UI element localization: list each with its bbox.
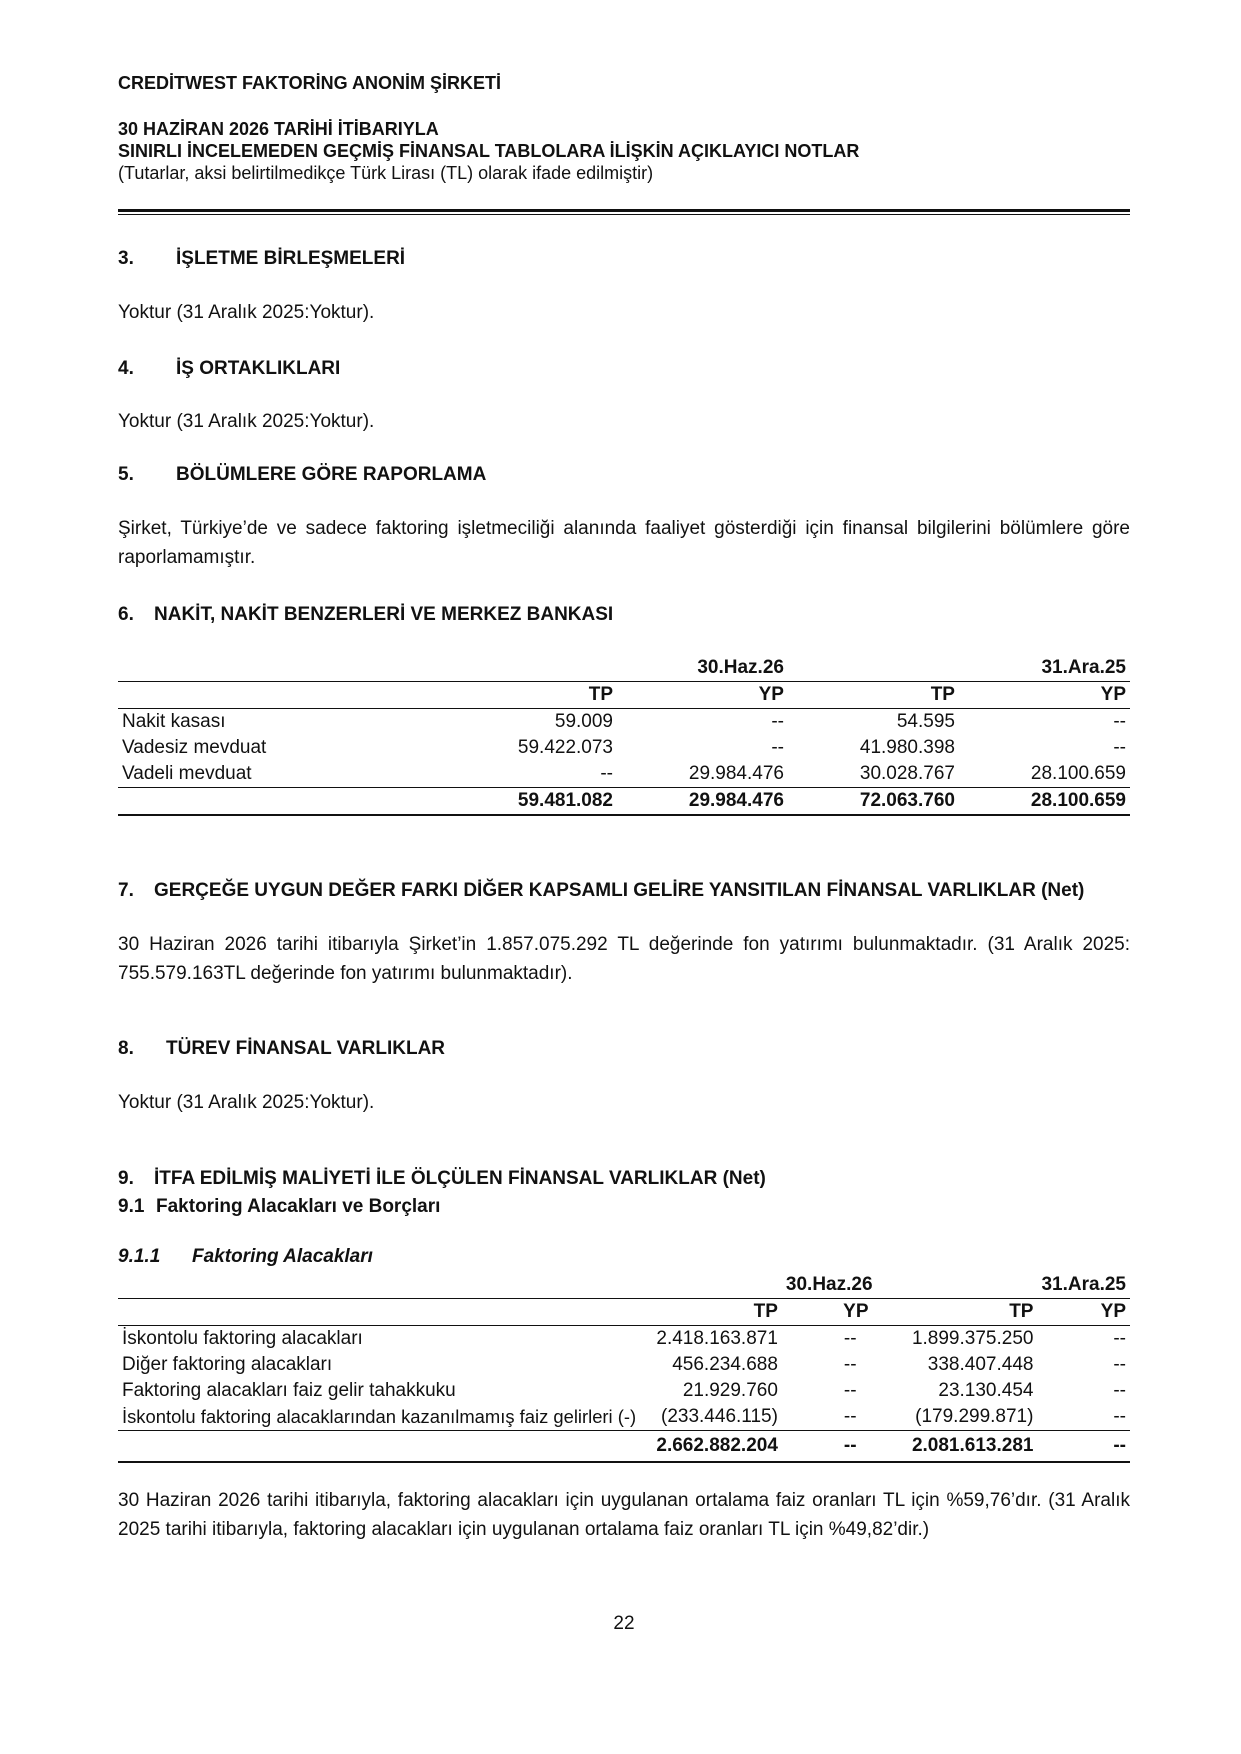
total-value: 2.662.882.204	[652, 1431, 782, 1463]
table-row	[118, 1378, 1130, 1404]
cell-value: 28.100.659	[1030, 763, 1126, 784]
cash-col-yp-1: YP	[617, 682, 788, 709]
section-7-number: 7.	[118, 880, 134, 901]
row-label: Vadeli mevduat	[122, 763, 252, 784]
table-row	[118, 761, 1130, 788]
row-label: Nakit kasası	[118, 709, 444, 736]
section-9-1-1-title: Faktoring Alacakları	[192, 1246, 373, 1267]
cash-period-2: 31.Ara.25	[1041, 657, 1126, 678]
table-row	[118, 1404, 1130, 1431]
cash-col-tp-2: TP	[788, 682, 959, 709]
cell-value: 41.980.398	[859, 737, 955, 758]
cell-value: 29.984.476	[688, 763, 784, 784]
table-row	[118, 1326, 1130, 1353]
section-9-1-1-heading	[118, 1246, 373, 1268]
cell-value: 30.028.767	[859, 763, 955, 784]
factoring-col-yp-2: YP	[1037, 1299, 1130, 1326]
section-4-number: 4.	[118, 358, 134, 379]
report-date-line: 30 HAZİRAN 2026 TARİHİ İTİBARIYLA	[118, 119, 439, 139]
cash-table-period-row	[118, 655, 1130, 682]
cell-value: 21.929.760	[682, 1380, 778, 1401]
section-6-heading	[118, 604, 613, 626]
factoring-period-2: 31.Ara.25	[1041, 1274, 1126, 1295]
table-row	[118, 1352, 1130, 1378]
cell-value: 59.009	[444, 709, 617, 736]
row-label: Faktoring alacakları faiz gelir tahakkuku	[122, 1380, 456, 1401]
cell-value: --	[843, 1354, 857, 1375]
section-9-1-number: 9.1	[118, 1196, 145, 1217]
factoring-table-period-row	[118, 1272, 1130, 1299]
cell-value: --	[1113, 1380, 1126, 1401]
cash-table	[118, 655, 1130, 816]
cell-value: 23.130.454	[938, 1380, 1034, 1401]
cell-value: 59.422.073	[517, 737, 613, 758]
factoring-table-header-row	[118, 1299, 1130, 1326]
cell-value: 456.234.688	[672, 1354, 778, 1375]
section-5-number: 5.	[118, 464, 134, 485]
cell-value: --	[617, 709, 788, 736]
section-8-title: TÜREV FİNANSAL VARLIKLAR	[166, 1038, 446, 1059]
section-7-text	[118, 930, 1130, 988]
total-value: 28.100.659	[959, 788, 1130, 816]
interest-rate-note	[118, 1486, 1130, 1544]
cell-value: --	[782, 1326, 873, 1353]
header-double-rule	[118, 209, 1130, 215]
section-9-1-1-number: 9.1.1	[118, 1246, 161, 1267]
cell-value: 338.407.448	[927, 1354, 1034, 1375]
factoring-col-tp-1: TP	[652, 1299, 782, 1326]
cell-value: --	[600, 763, 613, 784]
page-number: 22	[613, 1613, 635, 1634]
row-label: İskontolu faktoring alacakları	[118, 1326, 652, 1353]
section-3-heading	[118, 248, 405, 270]
section-5-text: Şirket, Türkiye’de ve sadece faktoring işletmeciliği alanında faaliyet gösterdiği için finansal bilgilerini bölümlere göre raporlamamıştır.	[118, 518, 1130, 568]
table-row	[118, 709, 1130, 736]
cell-value: --	[1113, 1406, 1126, 1427]
factoring-col-yp-1: YP	[782, 1299, 873, 1326]
section-8-heading	[118, 1038, 445, 1060]
section-4-heading	[118, 358, 340, 380]
cell-value: --	[843, 1406, 857, 1427]
cell-value: (233.446.115)	[661, 1406, 778, 1427]
section-4-text: Yoktur (31 Aralık 2025:Yoktur).	[118, 411, 375, 432]
cash-period-1: 30.Haz.26	[697, 657, 784, 678]
cell-value: --	[771, 737, 784, 758]
section-9-title: İTFA EDİLMİŞ MALİYETİ İLE ÖLÇÜLEN FİNANSAL VARLIKLAR (Net)	[154, 1168, 766, 1189]
section-7-title: GERÇEĞE UYGUN DEĞER FARKI DİĞER KAPSAMLI GELİRE YANSITILAN FİNANSAL VARLIKLAR (Net)	[154, 880, 1085, 901]
factoring-table-total-row	[118, 1431, 1130, 1463]
section-8-number: 8.	[118, 1038, 134, 1059]
section-3-text: Yoktur (31 Aralık 2025:Yoktur).	[118, 302, 375, 323]
cash-col-tp-1: TP	[444, 682, 617, 709]
section-4-title: İŞ ORTAKLIKLARI	[176, 358, 341, 379]
row-label: İskontolu faktoring alacaklarından kazanılmamış faiz gelirleri (-)	[122, 1406, 637, 1427]
section-9-heading	[118, 1168, 766, 1190]
total-value: --	[782, 1431, 873, 1463]
cell-value: (179.299.871)	[915, 1406, 1034, 1427]
section-9-1-heading	[118, 1196, 440, 1218]
section-7-line-1: 30 Haziran 2026 tarihi itibarıyla Şirket’in 1.857.075.292 TL değerinde fon yatırımı bulunmaktadır. (31 Aralık 2025:	[118, 934, 1130, 955]
section-7-line-2: 755.579.163TL değerinde fon yatırımı bulunmaktadır).	[118, 963, 573, 984]
section-6-number: 6.	[118, 604, 134, 625]
factoring-col-tp-2: TP	[873, 1299, 1038, 1326]
cell-value: 1.899.375.250	[873, 1326, 1038, 1353]
interest-rate-note-line-2: 2025 tarihi itibarıyla, faktoring alacakları için uygulanan ortalama faiz oranları TL için %49,82’dir.)	[118, 1519, 930, 1540]
row-label: Diğer faktoring alacakları	[122, 1354, 333, 1375]
cell-value: --	[959, 709, 1130, 736]
report-subtitle: (Tutarlar, aksi belirtilmedikçe Türk Lirası (TL) olarak ifade edilmiştir)	[118, 163, 654, 183]
factoring-period-1: 30.Haz.26	[785, 1274, 873, 1295]
section-7-heading	[118, 880, 1084, 902]
company-name: CREDİTWEST FAKTORİNG ANONİM ŞİRKETİ	[118, 73, 502, 93]
total-value: 59.481.082	[444, 788, 617, 816]
total-value: 29.984.476	[617, 788, 788, 816]
row-label: Vadesiz mevduat	[122, 737, 267, 758]
report-header	[118, 72, 1130, 184]
cell-value: 2.418.163.871	[652, 1326, 782, 1353]
cell-value: --	[1113, 1354, 1126, 1375]
cash-table-total-row	[118, 788, 1130, 816]
total-value: --	[1037, 1431, 1130, 1463]
section-6-title: NAKİT, NAKİT BENZERLERİ VE MERKEZ BANKASI	[154, 604, 614, 625]
cash-col-yp-2: YP	[959, 682, 1130, 709]
section-3-title: İŞLETME BİRLEŞMELERİ	[176, 248, 406, 269]
total-value: 2.081.613.281	[873, 1431, 1038, 1463]
cell-value: 54.595	[788, 709, 959, 736]
cell-value: --	[843, 1380, 857, 1401]
section-8-text: Yoktur (31 Aralık 2025:Yoktur).	[118, 1092, 375, 1113]
section-9-1-title: Faktoring Alacakları ve Borçları	[156, 1196, 441, 1217]
cell-value: --	[1037, 1326, 1130, 1353]
section-9-number: 9.	[118, 1168, 134, 1189]
total-value: 72.063.760	[788, 788, 959, 816]
table-row	[118, 735, 1130, 761]
cash-table-header-row	[118, 682, 1130, 709]
section-5-heading	[118, 464, 486, 486]
factoring-receivables-table	[118, 1272, 1130, 1463]
report-title: SINIRLI İNCELEMEDEN GEÇMİŞ FİNANSAL TABLOLARA İLİŞKİN AÇIKLAYICI NOTLAR	[118, 141, 860, 161]
interest-rate-note-line-1: 30 Haziran 2026 tarihi itibarıyla, faktoring alacakları için uygulanan ortalama faiz oranları TL için %59,76’dır. (31 Aralık	[118, 1490, 1130, 1511]
section-3-number: 3.	[118, 248, 134, 269]
cell-value: --	[1113, 737, 1126, 758]
section-5-title: BÖLÜMLERE GÖRE RAPORLAMA	[176, 464, 487, 485]
